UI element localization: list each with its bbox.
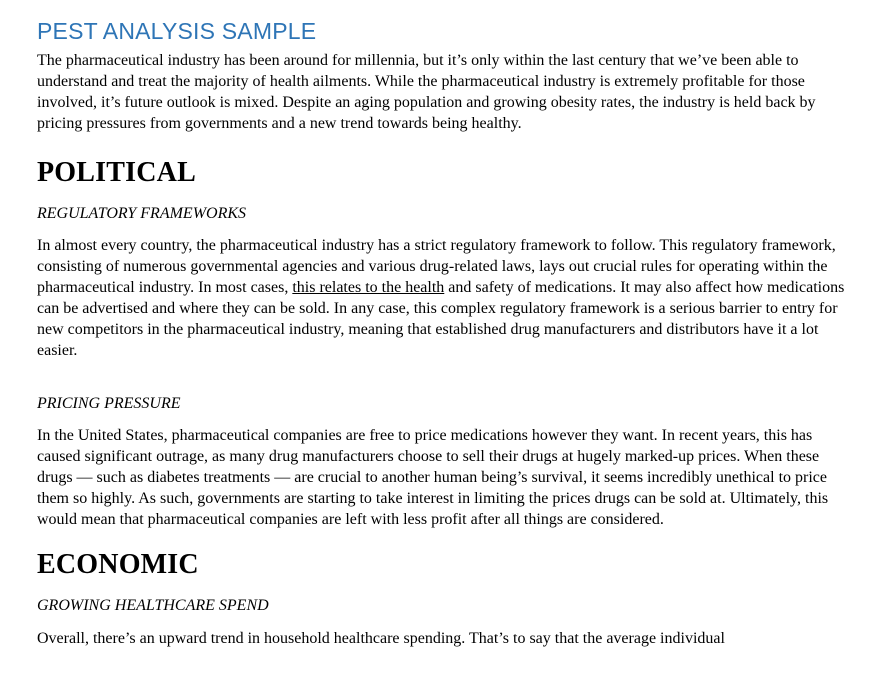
pricing-pressure-heading: PRICING PRESSURE: [37, 395, 181, 412]
economic-heading: ECONOMIC: [37, 549, 199, 580]
healthcare-spend-paragraph: Overall, there’s an upward trend in household healthcare spending. That’s to say that the average individual: [37, 630, 725, 647]
document-title: PEST ANALYSIS SAMPLE: [37, 18, 317, 44]
regulatory-frameworks-paragraph: [37, 235, 850, 361]
intro-paragraph: The pharmaceutical industry has been around for millennia, but it’s only within the last century that we’ve been able to understand and treat the majority of health ailments. While the pharmaceutical industry is extremely profitable for those involved, it’s future outlook is mixed. Despite an aging population and growing obesity rates, the industry is held back by pricing pressures from governments and a new trend towards being healthy.: [37, 52, 816, 132]
growing-healthcare-spend-heading: GROWING HEALTHCARE SPEND: [37, 597, 269, 614]
political-heading: POLITICAL: [37, 157, 196, 188]
pricing-pressure-paragraph: In the United States, pharmaceutical companies are free to price medications however they want. In recent years, this has caused significant outrage, as many drug manufacturers choose to sell their drugs at hugely marked-up prices. When these drugs — such as diabetes treatments — are crucial to another human being’s survival, it seems incredibly unethical to price them so highly. As such, governments are starting to take interest in limiting the prices drugs can be sold at. Ultimately, this would mean that pharmaceutical companies are left with less profit after all things are considered.: [37, 427, 829, 528]
regulatory-text-start: In almost every country, the pharmaceutical industry has a strict regulatory framework to follow. This regulatory framework, consisting of numerous governmental agencies and various drug-related laws, lays out crucial rules for operating within the pharmaceutical industry. In most cases,: [37, 237, 836, 296]
regulatory-frameworks-heading: REGULATORY FRAMEWORKS: [37, 205, 247, 222]
health-link[interactable]: this relates to the health: [292, 279, 445, 296]
regulatory-text-end: and safety of medications. It may also affect how medications can be advertised and where they can be sold. In any case, this complex regulatory framework is a serious barrier to entry for new competitors in the pharmaceutical industry, meaning that established drug manufacturers and distributors have it a lot easier.: [37, 279, 845, 359]
